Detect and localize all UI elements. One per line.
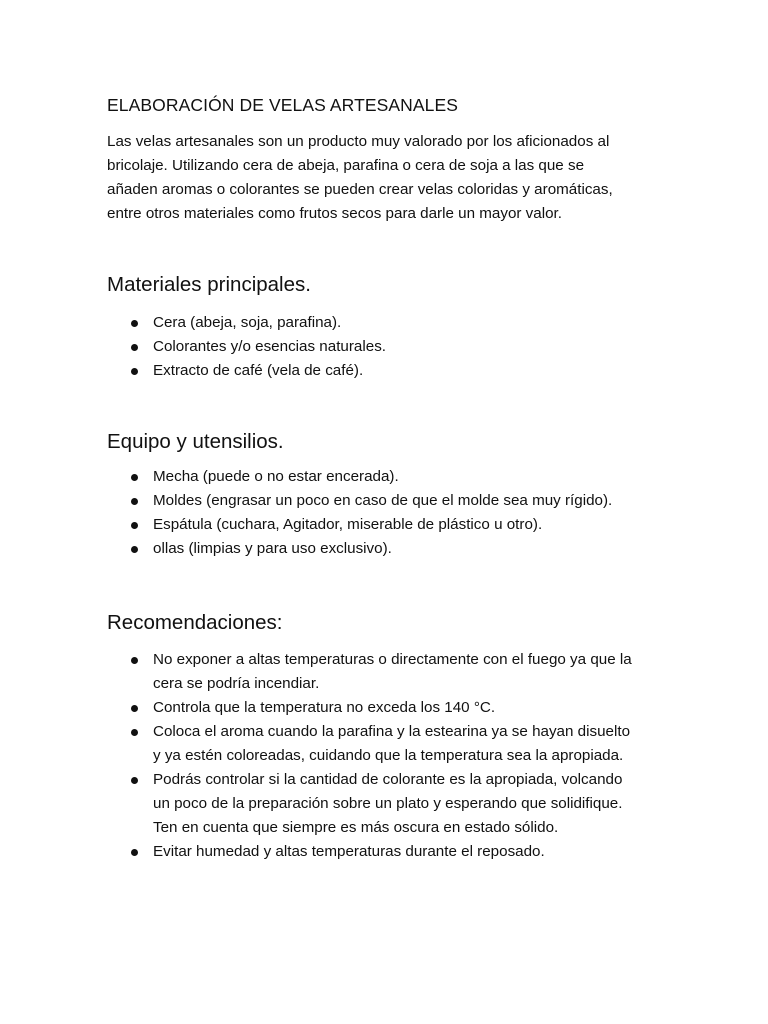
section-heading-equipo: Equipo y utensilios. <box>107 430 284 453</box>
section-heading-materiales: Materiales principales. <box>107 273 311 296</box>
section-heading-recomendaciones: Recomendaciones: <box>107 611 283 634</box>
list-item-text: Espátula (cuchara, Agitador, miserable de plástico u otro). <box>153 516 543 533</box>
bullet-icon <box>131 729 138 736</box>
list-item <box>107 359 687 383</box>
list-item-text: Mecha (puede o no estar encerada). <box>153 468 399 485</box>
list-item-line: Coloca el aroma cuando la parafina y la estearina ya se hayan disuelto <box>153 723 631 740</box>
list-item <box>107 311 687 335</box>
materiales-list <box>107 311 687 383</box>
list-item-text: Cera (abeja, soja, parafina). <box>153 314 342 331</box>
equipo-list <box>107 465 687 561</box>
bullet-icon <box>131 657 138 664</box>
intro-line: entre otros materiales como frutos secos para darle un mayor valor. <box>107 205 562 222</box>
bullet-icon <box>131 344 138 351</box>
list-item <box>107 696 687 720</box>
list-item-line: Podrás controlar si la cantidad de colorante es la apropiada, volcando <box>153 771 623 788</box>
list-item-text: Extracto de café (vela de café). <box>153 362 364 379</box>
list-item-line: Evitar humedad y altas temperaturas durante el reposado. <box>153 843 545 860</box>
recomendaciones-list <box>107 648 687 864</box>
list-item <box>107 513 687 537</box>
bullet-icon <box>131 849 138 856</box>
bullet-icon <box>131 522 138 529</box>
list-item <box>107 465 687 489</box>
document-title: ELABORACIÓN DE VELAS ARTESANALES <box>107 95 459 115</box>
intro-line: bricolaje. Utilizando cera de abeja, parafina o cera de soja a las que se <box>107 157 585 174</box>
list-item-line: Controla que la temperatura no exceda los 140 °C. <box>153 699 496 716</box>
list-item <box>107 648 687 696</box>
list-item-line: No exponer a altas temperaturas o directamente con el fuego ya que la <box>153 651 632 668</box>
intro-paragraph <box>107 130 667 226</box>
bullet-icon <box>131 320 138 327</box>
list-item-line: cera se podría incendiar. <box>153 675 320 692</box>
intro-line: Las velas artesanales son un producto muy valorado por los aficionados al <box>107 133 610 150</box>
list-item <box>107 537 687 561</box>
bullet-icon <box>131 546 138 553</box>
bullet-icon <box>131 498 138 505</box>
list-item <box>107 768 687 840</box>
bullet-icon <box>131 368 138 375</box>
intro-line: añaden aromas o colorantes se pueden crear velas coloridas y aromáticas, <box>107 181 613 198</box>
list-item-text: Colorantes y/o esencias naturales. <box>153 338 387 355</box>
list-item-line: un poco de la preparación sobre un plato y esperando que solidifique. <box>153 795 623 812</box>
list-item-line: Ten en cuenta que siempre es más oscura en estado sólido. <box>153 819 559 836</box>
list-item-text: Moldes (engrasar un poco en caso de que el molde sea muy rígido). <box>153 492 613 509</box>
bullet-icon <box>131 474 138 481</box>
list-item <box>107 335 687 359</box>
list-item <box>107 489 687 513</box>
bullet-icon <box>131 777 138 784</box>
list-item-line: y ya estén coloreadas, cuidando que la temperatura sea la apropiada. <box>153 747 624 764</box>
bullet-icon <box>131 705 138 712</box>
list-item <box>107 720 687 768</box>
list-item-text: ollas (limpias y para uso exclusivo). <box>153 540 392 557</box>
list-item <box>107 840 687 864</box>
